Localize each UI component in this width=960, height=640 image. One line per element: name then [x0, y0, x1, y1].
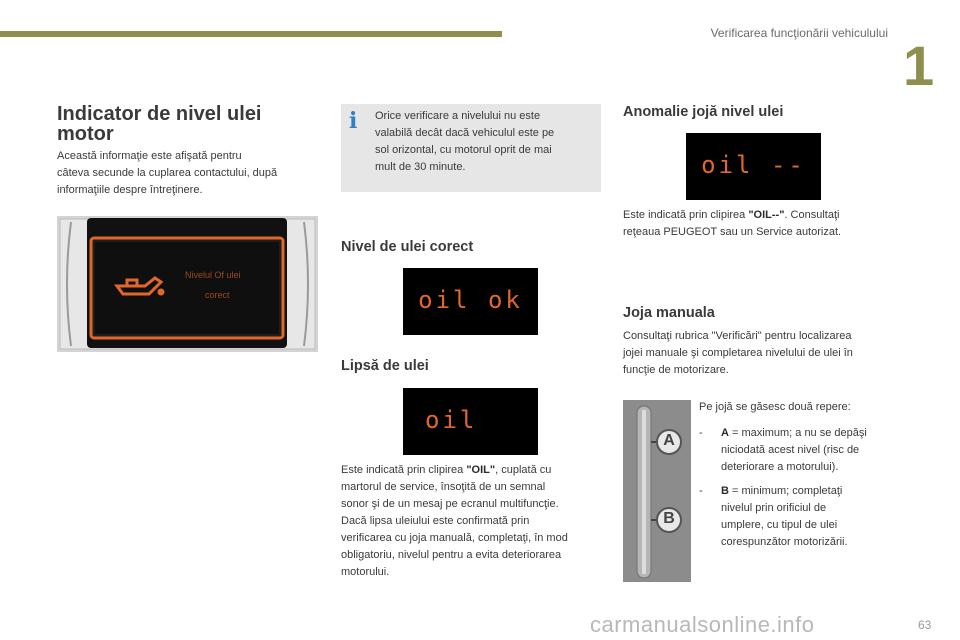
display-text-line-2: corect	[205, 290, 230, 300]
para-line: câteva secunde la cuplarea contactului, după	[57, 167, 278, 179]
section-title-oil-low: Lipsă de ulei	[341, 358, 429, 374]
marker-a-description	[721, 425, 901, 476]
info-text	[375, 108, 590, 176]
oil-ok-display	[403, 268, 538, 335]
info-icon: i	[349, 108, 358, 134]
para-line	[623, 207, 885, 224]
info-line: sol orizontal, cu motorul oprit de mai	[375, 144, 552, 156]
section-title-indicator	[57, 104, 317, 144]
para-line	[721, 483, 901, 500]
instrument-panel-image	[57, 216, 318, 352]
title-line-2: motor	[57, 123, 114, 145]
oil-low-display-text: oil	[425, 406, 478, 434]
list-dash: -	[699, 485, 703, 497]
para-line: sonor şi de un mesaj pe ecranul multifuncţie.	[341, 498, 559, 510]
marker-b-label: B	[663, 510, 675, 527]
display-text-line-1: Nivelul Of ulei	[185, 270, 241, 280]
para-line: martorul de service, însoţită de un semnal	[341, 481, 546, 493]
para-line: corespunzător motorizării.	[721, 536, 848, 548]
dipstick-intro: Pe jojă se găsesc două repere:	[699, 401, 851, 413]
text-span: , cuplată cu	[495, 464, 552, 476]
bold-span: A	[721, 427, 729, 439]
para-line: jojei manuale şi completarea nivelului de ulei în	[623, 347, 853, 359]
marker-b-description	[721, 483, 901, 551]
para-line: Această informaţie este afişată pentru	[57, 150, 242, 162]
oil-ok-display-text: oil ok	[418, 286, 523, 314]
para-line	[341, 462, 603, 479]
watermark: carmanualsonline.info	[590, 612, 815, 637]
section-title-dipstick-fault: Anomalie jojă nivel ulei	[623, 104, 784, 120]
info-line: mult de 30 minute.	[375, 161, 466, 173]
text-span: . Consultaţi	[784, 209, 840, 221]
text-span: Este indicată prin clipirea	[623, 209, 749, 221]
page-number: 63	[918, 618, 932, 632]
instrument-panel-drawing	[57, 216, 318, 352]
dipstick-drawing	[623, 400, 691, 582]
header-title: Verificarea funcţionării vehiculului	[710, 26, 888, 40]
bold-span: "OIL"	[466, 464, 496, 476]
section-title-oil-ok: Nivel de ulei corect	[341, 239, 474, 255]
info-line: Orice verificare a nivelului nu este	[375, 110, 541, 122]
section-title-manual-dipstick: Joja manuala	[623, 305, 715, 321]
marker-a-label: A	[663, 432, 675, 449]
para-line: Consultaţi rubrica "Verificări" pentru localizarea	[623, 330, 852, 342]
para-line: Dacă lipsa uleiului este confirmată prin	[341, 515, 530, 527]
info-line: valabilă decât dacă vehiculul este pe	[375, 127, 555, 139]
para-line: nivelul prin orificiul de	[721, 502, 827, 514]
oil-low-paragraph	[341, 462, 603, 581]
para-line: deteriorare a motorului).	[721, 461, 839, 473]
para-line: verificarea cu joja manuală, completaţi, în mod	[341, 532, 568, 544]
para-line: motorului.	[341, 566, 390, 578]
para-line: funcţie de motorizare.	[623, 364, 729, 376]
para-line: umplere, cu tipul de ulei	[721, 519, 838, 531]
bold-span: B	[721, 485, 729, 497]
oil-dash-display-text: oil --	[701, 151, 806, 179]
list-dash: -	[699, 427, 703, 439]
manual-dipstick-paragraph	[623, 328, 885, 379]
indicator-paragraph	[57, 148, 319, 199]
header-accent-bar	[0, 31, 502, 37]
para-line: niciodată acest nivel (risc de	[721, 444, 860, 456]
para-line: informaţiile despre întreţinere.	[57, 184, 203, 196]
title-line-1: Indicator de nivel ulei	[57, 103, 262, 125]
para-line	[721, 425, 901, 442]
para-line: obligatoriu, nivelul pentru a evita deteriorarea	[341, 549, 562, 561]
text-span: = minimum; completaţi	[728, 485, 843, 497]
bold-span: "OIL--"	[748, 209, 785, 221]
chapter-number: 1	[903, 34, 935, 97]
dipstick-image	[623, 400, 691, 582]
oil-dash-display	[686, 133, 821, 200]
oil-low-display	[403, 388, 538, 455]
text-span: = maximum; a nu se depăşi	[728, 427, 867, 439]
dipstick-fault-paragraph	[623, 207, 885, 241]
text-span: Este indicată prin clipirea	[341, 464, 467, 476]
para-line: reţeaua PEUGEOT sau un Service autorizat.	[623, 226, 842, 238]
